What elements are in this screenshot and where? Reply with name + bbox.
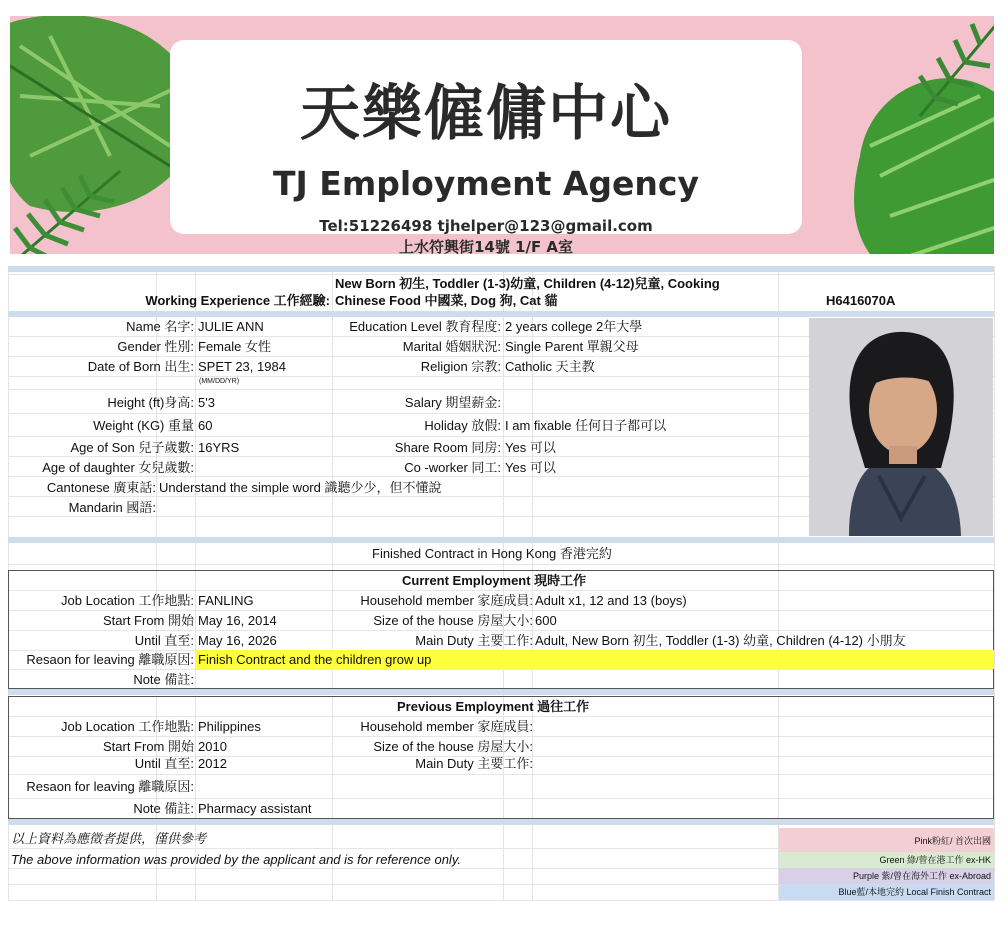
current-employment-heading: Current Employment 現時工作 (402, 573, 587, 588)
coworker-label: Co -worker 同工: (404, 460, 501, 475)
current-until-label: Until 直至: (134, 633, 194, 648)
previous-note-label: Note 備註: (133, 801, 194, 816)
agency-banner (10, 16, 994, 254)
palm-leaf-right-icon (910, 16, 994, 126)
holiday-label: Holiday 放假: (424, 418, 501, 433)
gender-label: Gender 性別: (117, 339, 194, 354)
previous-start-value: 2010 (198, 739, 227, 754)
current-reason-label: Resaon for leaving 離職原因: (26, 652, 194, 667)
agency-name-english: TJ Employment Agency (273, 164, 699, 203)
height-value: 5'3 (198, 395, 215, 410)
marital-label: Marital 婚姻狀況: (402, 339, 501, 354)
education-label: Education Level 教育程度: (349, 319, 501, 334)
dob-value: SPET 23, 1984 (198, 359, 286, 374)
current-start-label: Start From 開始 (102, 613, 194, 628)
current-size-label: Size of the house 房屋大小: (373, 613, 533, 628)
son-age-value: 16YRS (198, 440, 240, 455)
previous-location-value: Philippines (198, 719, 261, 734)
current-location-value: FANLING (198, 593, 254, 608)
education-value: 2 years college 2年大學 (505, 319, 643, 334)
previous-location-label: Job Location 工作地點: (61, 719, 194, 734)
disclaimer-english: The above information was provided by the applicant and is for reference only. (11, 852, 461, 867)
agency-address: 上水符興街14號 1/F A室 (398, 238, 574, 254)
previous-reason-label: Resaon for leaving 離職原因: (26, 779, 194, 794)
previous-until-label: Until 直至: (134, 756, 194, 771)
agency-contact: Tel:51226498 tjhelper@123@gmail.com (319, 217, 653, 235)
weight-label: Weight (KG) 重量 (93, 418, 194, 433)
current-start-value: May 16, 2014 (198, 613, 277, 628)
agency-name-chinese: 天樂僱傭中心 (300, 79, 672, 149)
weight-value: 60 (198, 418, 213, 433)
current-note-label: Note 備註: (133, 672, 194, 687)
height-label: Height (ft)身高: (107, 395, 194, 410)
applicant-code: H6416070A (826, 293, 896, 308)
current-location-label: Job Location 工作地點: (61, 593, 194, 608)
previous-household-label: Household member 家庭成員: (360, 719, 533, 734)
working-experience-line2: Chinese Food 中國菜, Dog 狗, Cat 貓 (335, 293, 558, 308)
dob-label: Date of Born 出生: (87, 359, 194, 374)
legend-blue: Blue藍/本地完約 Local Finish Contract (779, 884, 994, 900)
legend-pink: Pink粉紅/ 首次出國 (779, 828, 994, 852)
previous-employment-heading: Previous Employment 過往工作 (397, 699, 590, 714)
salary-label: Salary 期望薪金: (404, 395, 501, 410)
dob-format-hint: (MM/DD/YR) (199, 378, 240, 385)
mandarin-label: Mandarin 國語: (68, 500, 156, 515)
name-value: JULIE ANN (198, 319, 264, 334)
applicant-portrait-icon (809, 318, 993, 536)
cantonese-value: Understand the simple word 識聽少少，但不懂說 (159, 480, 442, 495)
finished-contract-note: Finished Contract in Hong Kong 香港完約 (372, 546, 612, 561)
working-experience-line1: New Born 初生, Toddler (1-3)幼童, Children (4-12)兒童, Cooking (335, 276, 720, 291)
applicant-photo (809, 318, 993, 536)
previous-duty-label: Main Duty 主要工作: (415, 756, 533, 771)
current-reason-value: Finish Contract and the children grow up (198, 652, 432, 667)
disclaimer-chinese: 以上資料為應徵者提供，僅供參考 (11, 831, 207, 846)
previous-note-value: Pharmacy assistant (198, 801, 312, 816)
legend-purple: Purple 紫/曾在海外工作 ex-Abroad (779, 868, 994, 884)
previous-start-label: Start From 開始 (102, 739, 194, 754)
religion-label: Religion 宗教: (420, 359, 501, 374)
current-size-value: 600 (535, 613, 557, 628)
religion-value: Catholic 天主教 (505, 359, 595, 374)
share-room-value: Yes 可以 (505, 440, 556, 455)
cantonese-label: Cantonese 廣東話: (46, 480, 156, 495)
previous-until-value: 2012 (198, 756, 227, 771)
title-card (170, 40, 802, 254)
previous-size-label: Size of the house 房屋大小: (373, 739, 533, 754)
daughter-age-label: Age of daughter 女兒歲數: (42, 460, 194, 475)
legend-green: Green 綠/曾在港工作 ex-HK (779, 852, 994, 868)
current-household-value: Adult x1, 12 and 13 (boys) (535, 593, 687, 608)
son-age-label: Age of Son 兒子歲數: (70, 440, 194, 455)
coworker-value: Yes 可以 (505, 460, 556, 475)
current-duty-value: Adult, New Born 初生, Toddler (1-3) 幼童, Children (4-12) 小朋友 (535, 633, 906, 648)
fern-leaf-left-icon (10, 166, 130, 254)
marital-value: Single Parent 單親父母 (505, 339, 639, 354)
gender-value: Female 女性 (198, 339, 271, 354)
share-room-label: Share Room 同房: (394, 440, 501, 455)
current-duty-label: Main Duty 主要工作: (415, 633, 533, 648)
current-until-value: May 16, 2026 (198, 633, 277, 648)
name-label: Name 名字: (126, 319, 194, 334)
holiday-value: I am fixable 任何日子都可以 (505, 418, 667, 433)
working-experience-label: Working Experience 工作經驗: (145, 293, 330, 308)
current-household-label: Household member 家庭成員: (360, 593, 533, 608)
